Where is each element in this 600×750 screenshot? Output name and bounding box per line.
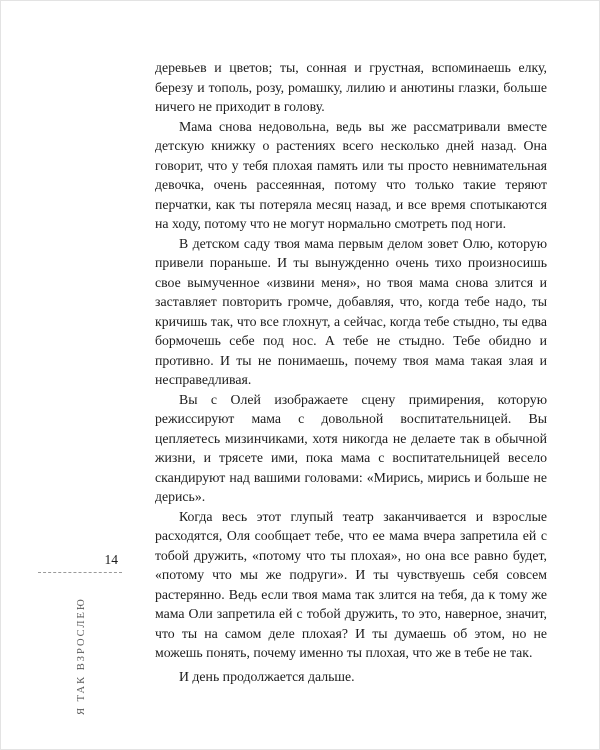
paragraph: Мама снова недовольна, ведь вы же рассматривали вместе детскую книжку о растениях всего несколько дней назад. Она говорит, что у тебя плохая память или ты просто невнимательная девочка, очень рассеянная, потому что только такие теряют перчатки, как ты потеряла месяц назад, и все время спотыкаются на ходу, потому что не могут нормально смотреть под ноги.	[155, 118, 547, 231]
paragraph: И день продолжается дальше.	[179, 668, 355, 684]
paragraph: деревьев и цветов; ты, сонная и грустная, вспоминаешь елку, березу и тополь, розу, ромашку, лилию и анютины глазки, больше ничего не приходит в голову.	[155, 60, 547, 114]
body-text	[155, 58, 547, 686]
paragraph: В детском саду твоя мама первым делом зовет Олю, которую привели пораньше. И ты вынужденно очень тихо произносишь свое вымученное «извини меня», но твоя мама снова злится и заставляет повторить громче, добавляя, что, когда тебе надо, ты кричишь так, что все глохнут, а сейчас, когда тебе стыдно, ты едва бормочешь себе под нос. А тебе не стыдно. Тебе обидно и противно. И ты не понимаешь, почему твоя мама такая злая и несправедливая.	[155, 235, 547, 387]
paragraph: Когда весь этот глупый театр заканчивается и взрослые расходятся, Оля сообщает тебе, что ее мама вчера запретила ей с тобой дружить, «потому что ты плохая», но она все равно будет, «потому что мы же подруги». И ты чувствуешь себя совсем растерянно. Ведь если твоя мама так злится на тебя, да к тому же мама Оли запретила ей с тобой дружить, то это, наверное, значит, что ты на самом деле плохая? И ты думаешь об этом, но не можешь понять, почему именно ты плохая, что же в тебе не так.	[155, 508, 547, 660]
page-number-block	[38, 552, 122, 573]
dashed-divider	[38, 572, 122, 573]
page-number: 14	[104, 552, 118, 567]
paragraph: Вы с Олей изображаете сцену примирения, которую режиссируют мама с довольной воспитательницей. Вы цепляетесь мизинчиками, хотя никогда не делаете так в обычной жизни, и трясете ими, пока мама с воспитательницей весело скандируют над вашими головами: «Мирись, мирись и больше не дерись».	[155, 391, 547, 504]
spine-title: Я ТАК ВЗРОСЛЕЮ	[76, 597, 87, 715]
